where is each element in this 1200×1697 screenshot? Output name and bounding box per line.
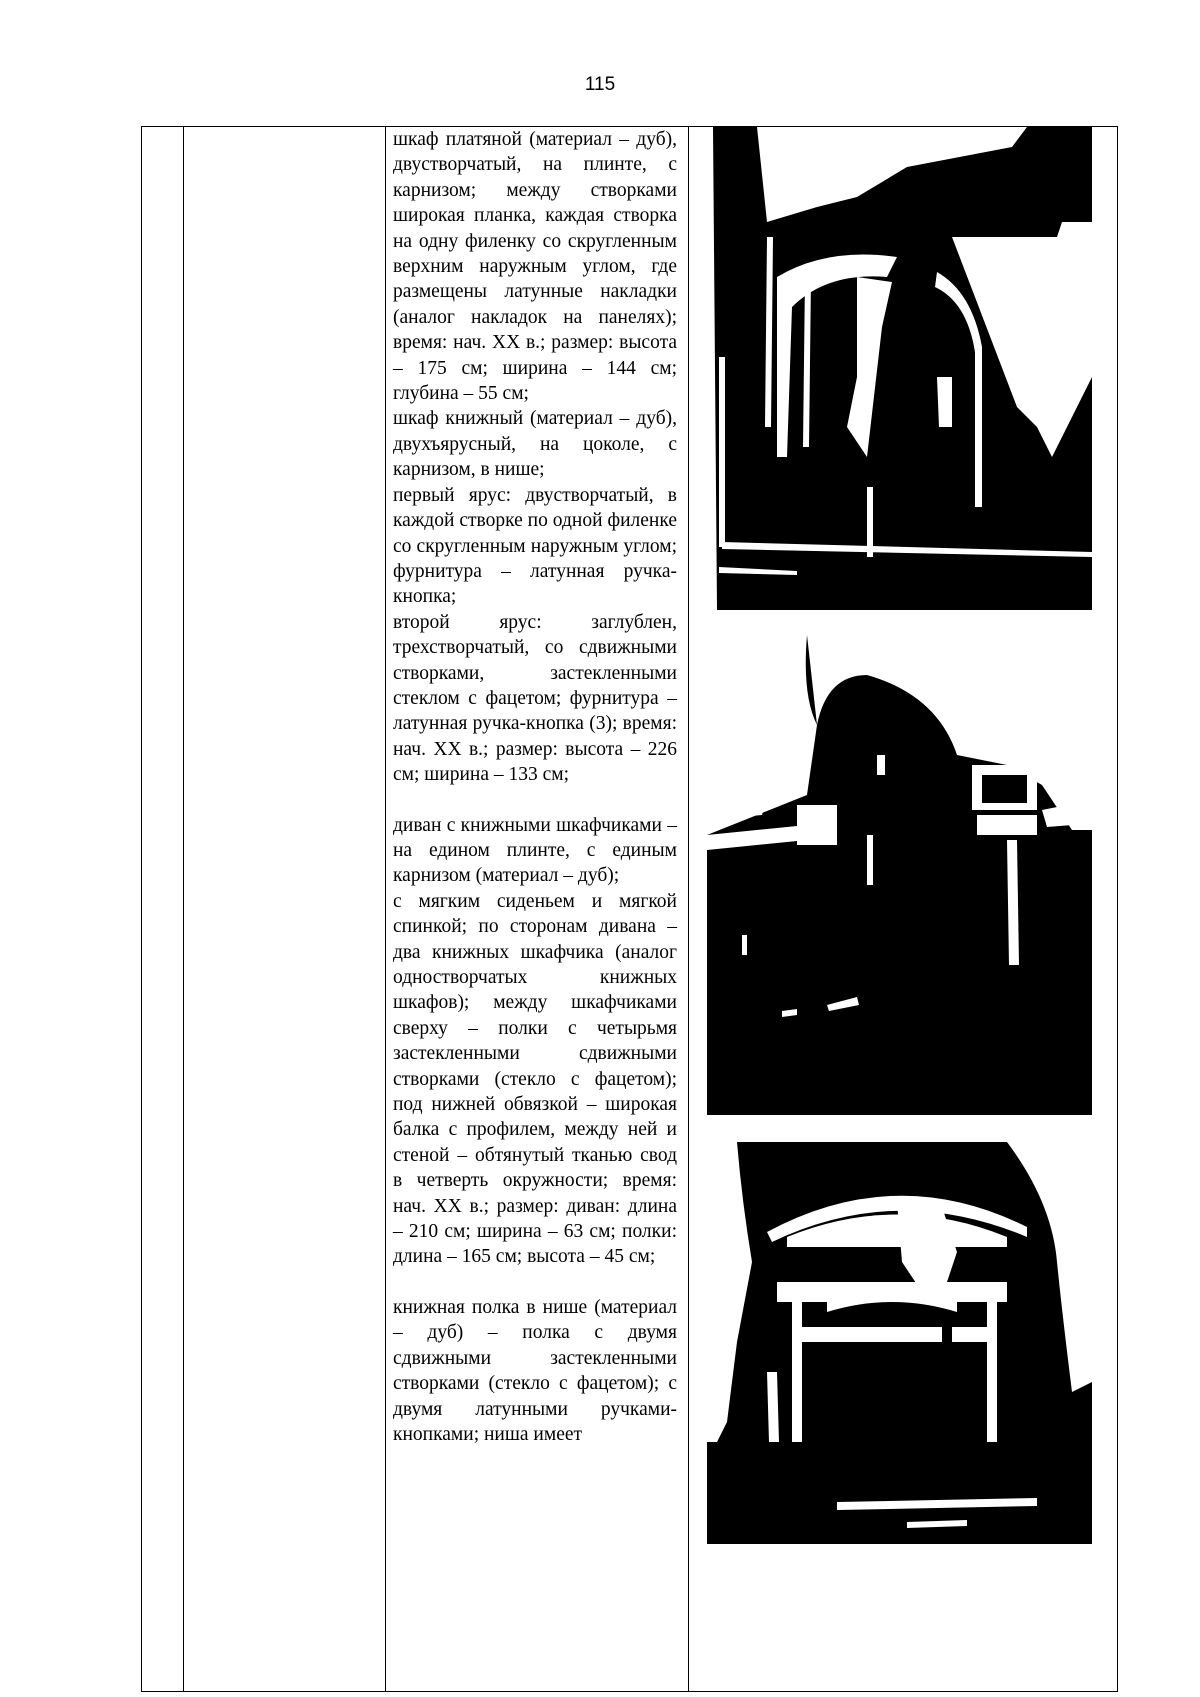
wardrobe-photo: [707, 127, 1092, 610]
column-divider: [183, 127, 184, 1691]
sofa-details: с мягким сиденьем и мягкой спинкой; по сторонам дивана – два книжных шкафчика (аналог одностворчатых книжных шкафов); между шкафчиками сверху – полки с четырьмя застекленными сдвижными створками (стекло с фацетом); под нижней обвязкой – широкая балка с профилем, между ней и стеной – обтянутый тканью свод в четверть окружности; время: нач. XX в.; размер: диван: длина – 210 см; ширина – 63 см; полки: длина – 165 см; высота – 45 см;: [393, 890, 677, 1268]
column-divider: [385, 127, 386, 1691]
bookcase-tier-2: второй ярус: заглублен, трехстворчатый, со сдвижными створками, застекленными стеклом с фацетом; фурнитура – латунная ручка-кнопка (3); время: нач. XX в.; размер: высота – 226 см; ширина – 133 см;: [393, 611, 677, 786]
sofa-photo: [707, 1142, 1092, 1544]
bookcase-tier-1: первый ярус: двустворчатый, в каждой створке по одной филенке со скругленным наружным углом; фурнитура – латунная ручка-кнопка;: [393, 484, 677, 608]
bookshelf-description: книжная полка в нише (материал – дуб) – полка с двумя сдвижными застекленными створками (стекло с фацетом); с двумя латунными ручками-кнопками; ниша имеет: [393, 1296, 677, 1445]
bookcase-photo: [707, 635, 1092, 1115]
sofa-description: диван с книжными шкафчиками – на едином плинте, с единым карнизом (материал – дуб);: [393, 814, 677, 887]
bookcase-description: шкаф книжный (материал – дуб), двухъярусный, на цоколе, с карнизом, в нише;: [393, 408, 677, 481]
wardrobe-description: шкаф платяной (материал – дуб), двустворчатый, на плинте, с карнизом; между створками широкая планка, каждая створка на одну филенку со скругленным верхним наружным углом, где размещены латунные накладки (аналог накладок на панелях); время: нач. XX в.; размер: высота – 175 см; ширина – 144 см; глубина – 55 см;: [393, 129, 677, 405]
description-column: [393, 127, 677, 1447]
column-divider: [688, 127, 689, 1691]
page-number: 115: [584, 74, 616, 95]
